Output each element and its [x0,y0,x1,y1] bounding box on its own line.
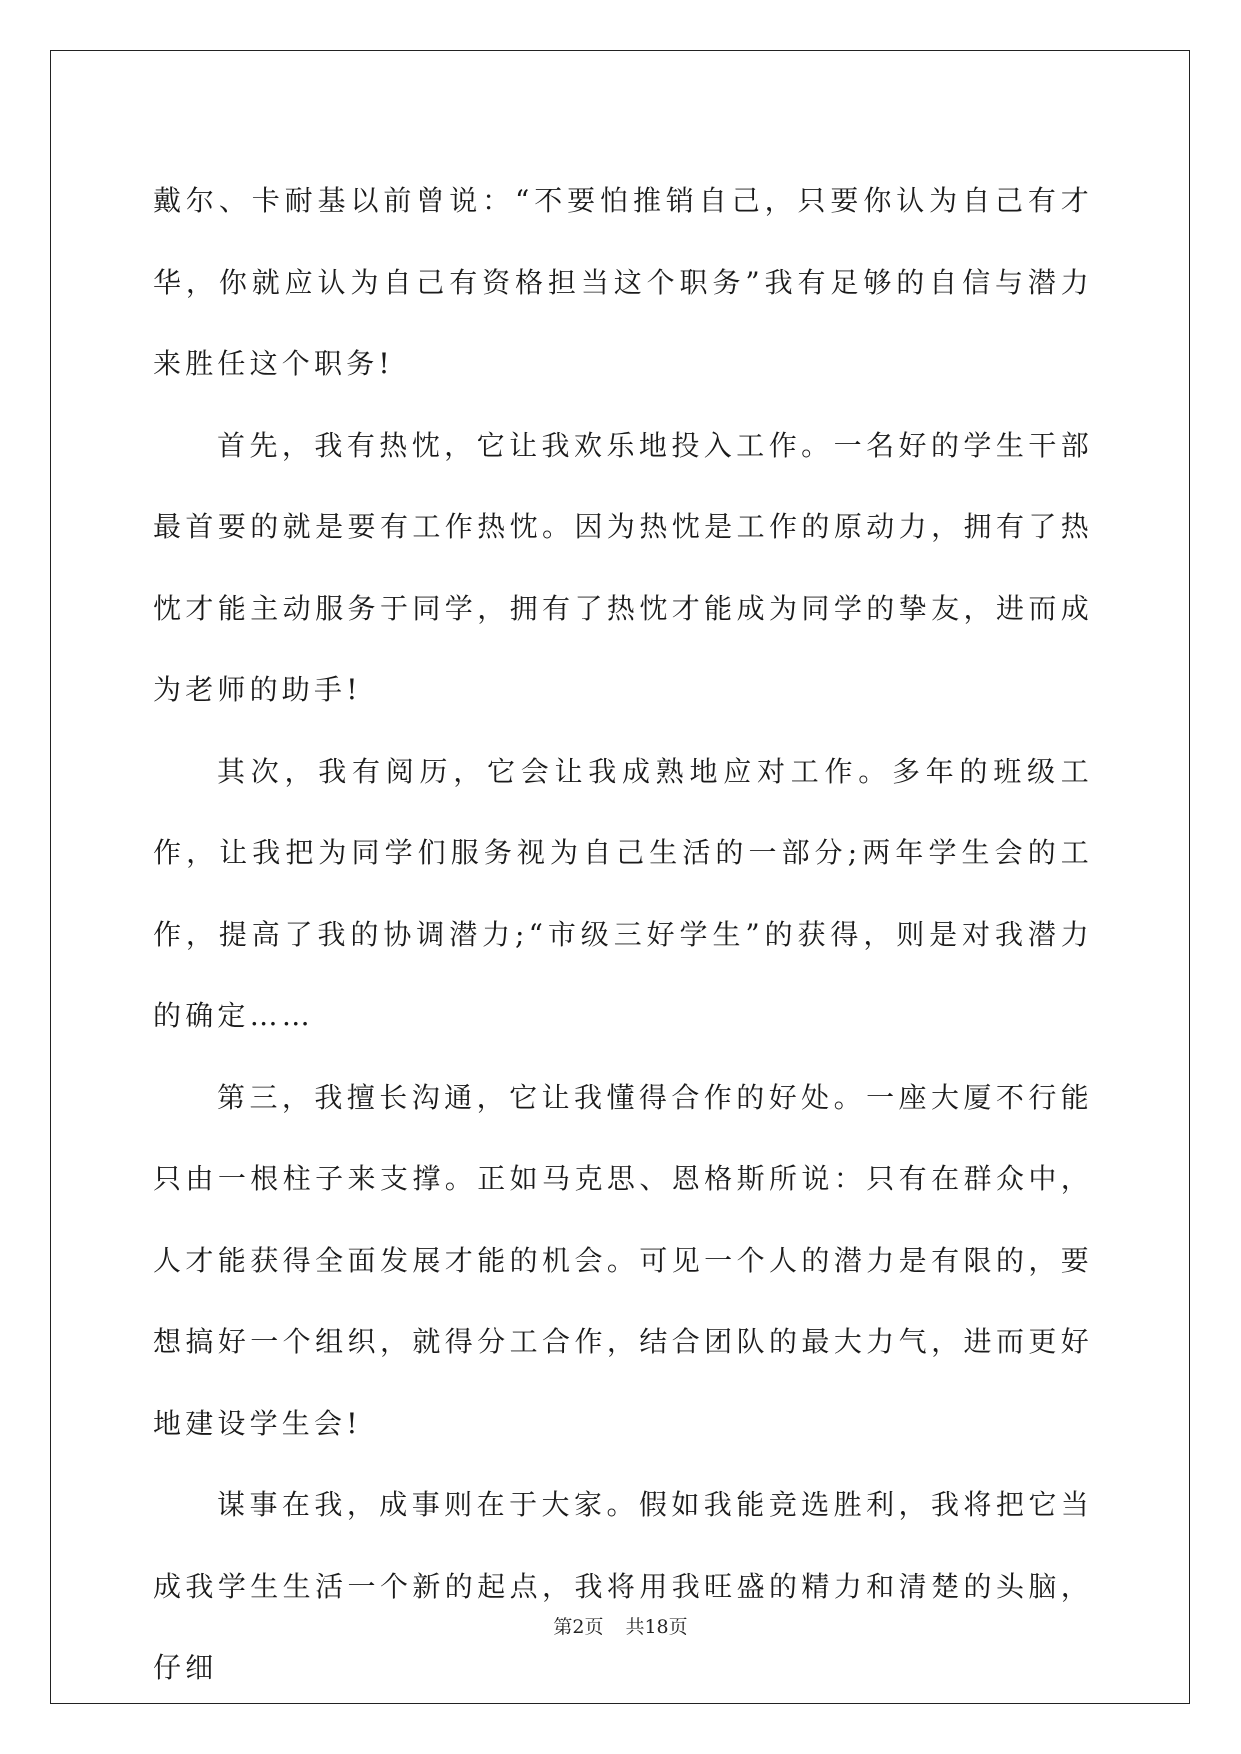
paragraph-1: 戴尔、卡耐基以前曾说：“不要怕推销自己，只要你认为自己有才华，你就应认为自己有资格担当这个职务”我有足够的自信与潜力来胜任这个职务! [153,184,1093,380]
page-footer [0,1612,1241,1639]
page-number: 第2页 [553,1616,604,1638]
document-body [153,160,1093,1709]
page-total: 共18页 [625,1616,688,1638]
paragraph-5: 谋事在我，成事则在于大家。假如我能竞选胜利，我将把它当成我学生生活一个新的起点，我将用我旺盛的精力和清楚的头脑，仔细 [153,1488,1093,1684]
paragraph-2: 首先，我有热忱，它让我欢乐地投入工作。一名好的学生干部最首要的就是要有工作热忱。因为热忱是工作的原动力，拥有了热忱才能主动服务于同学，拥有了热忱才能成为同学的挚友，进而成为老师的助手! [153,428,1093,706]
paragraph-4: 第三，我擅长沟通，它让我懂得合作的好处。一座大厦不行能只由一根柱子来支撑。正如马克思、恩格斯所说：只有在群众中，人才能获得全面发展才能的机会。可见一个人的潜力是有限的，要想搞好一个组织，就得分工合作，结合团队的最大力气，进而更好地建设学生会! [153,1080,1093,1440]
paragraph-3: 其次，我有阅历，它会让我成熟地应对工作。多年的班级工作，让我把为同学们服务视为自己生活的一部分;两年学生会的工作，提高了我的协调潜力;“市级三好学生”的获得，则是对我潜力的确定…… [153,754,1093,1032]
